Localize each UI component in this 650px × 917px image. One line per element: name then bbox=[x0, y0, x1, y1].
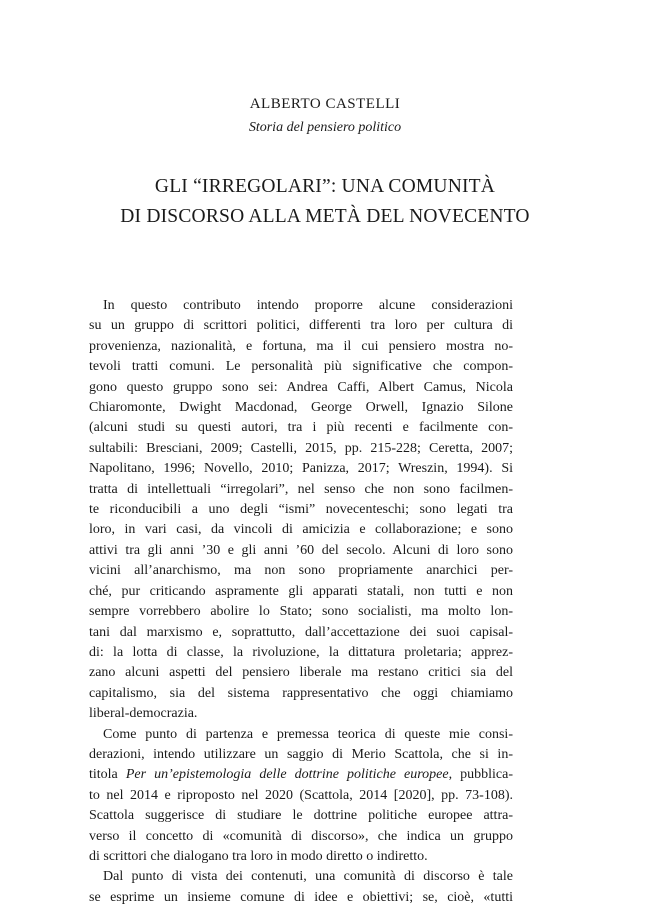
text-line: verso il concetto di «comunità di discorso», che indica un gruppo bbox=[89, 828, 513, 844]
cited-title: Per un’epistemologia delle dottrine politiche europee bbox=[125, 767, 449, 783]
text-line: sempre vorrebbero abolire lo Stato; sono socialisti, ma molto lon- bbox=[89, 604, 513, 620]
text-line: zano alcuni aspetti del pensiero liberale ma restano critici sia del bbox=[89, 665, 513, 681]
text-line: provenienza, nazionalità, e fortuna, ma il cui pensiero mostra no- bbox=[89, 338, 513, 354]
title-line-1: GLI “IRREGOLARI”: UNA COMUNITÀ bbox=[154, 176, 496, 197]
text-line: Chiaromonte, Dwight Macdonad, George Orwell, Ignazio Silone bbox=[89, 400, 513, 416]
text-line: loro, in vari casi, da vincoli di amicizia e collaborazione; e sono bbox=[89, 522, 513, 538]
text-line: su un gruppo di scrittori politici, differenti tra loro per cultura di bbox=[89, 318, 513, 334]
text-line: derazioni, intendo utilizzare un saggio di Merio Scattola, che si in- bbox=[89, 746, 513, 762]
article-title bbox=[0, 172, 650, 232]
text-line: vicini all’anarchismo, ma non sono propriamente anarchici per- bbox=[89, 563, 513, 579]
text-line: ché, pur criticando aspramente gli apparati statali, non tutti e non bbox=[89, 583, 513, 599]
author-name: ALBERTO CASTELLI bbox=[249, 96, 401, 112]
text-fragment: , pubblica- bbox=[448, 767, 513, 783]
title-line-2: DI DISCORSO ALLA METÀ DEL NOVECENTO bbox=[120, 206, 530, 227]
text-line: (alcuni studi su questi autori, tra i più recenti e facilmente con- bbox=[89, 420, 513, 436]
text-line: sultabili: Bresciani, 2009; Castelli, 2015, pp. 215-228; Ceretta, 2007; bbox=[89, 440, 513, 456]
text-line: gono questo gruppo sono sei: Andrea Caffi, Albert Camus, Nicola bbox=[89, 379, 513, 395]
text-line: di: la lotta di classe, la rivoluzione, la dittatura proletaria; apprez- bbox=[89, 644, 513, 660]
text-line: Dal punto di vista dei contenuti, una comunità di discorso è tale bbox=[103, 869, 513, 885]
text-line: Napolitano, 1996; Novello, 2010; Panizza, 2017; Wreszin, 1994). Si bbox=[89, 461, 513, 477]
text-line: tevoli tratti comuni. Le personalità più significative che compon- bbox=[89, 359, 513, 375]
paragraph-2 bbox=[89, 725, 513, 868]
text-line-with-citation bbox=[89, 765, 513, 785]
text-line: Scattola suggerisce di studiare le dottrine politiche europee attra- bbox=[89, 808, 513, 824]
article-body bbox=[89, 296, 513, 908]
text-line: liberal-democrazia. bbox=[89, 706, 198, 722]
text-line: to nel 2014 e riproposto nel 2020 (Scattola, 2014 [2020], pp. 73-108). bbox=[89, 787, 513, 803]
text-line: tratta di intellettuali “irregolari”, nel senso che non sono facilmen- bbox=[89, 481, 513, 497]
text-line: se esprime un insieme comune di idee e obiettivi; se, cioè, «tutti bbox=[89, 889, 513, 905]
text-line: capitalismo, sia del sistema rappresentativo che oggi chiamiamo bbox=[89, 685, 513, 701]
text-fragment: titola bbox=[89, 767, 126, 783]
paragraph-1 bbox=[89, 296, 513, 725]
author-affiliation: Storia del pensiero politico bbox=[248, 120, 402, 135]
text-line: attivi tra gli anni ’30 e gli anni ’60 del secolo. Alcuni di loro sono bbox=[89, 542, 513, 558]
paragraph-3 bbox=[89, 867, 513, 908]
text-line: tani dal marxismo e, soprattutto, dall’accettazione dei suoi capisal- bbox=[89, 624, 513, 640]
text-line: te riconducibili a uno degli “ismi” novecenteschi; sono legati tra bbox=[89, 502, 513, 518]
text-line: di scrittori che dialogano tra loro in modo diretto o indiretto. bbox=[89, 848, 428, 864]
text-line: Come punto di partenza e premessa teorica di queste mie consi- bbox=[103, 726, 513, 742]
text-line: In questo contributo intendo proporre alcune considerazioni bbox=[103, 298, 513, 313]
